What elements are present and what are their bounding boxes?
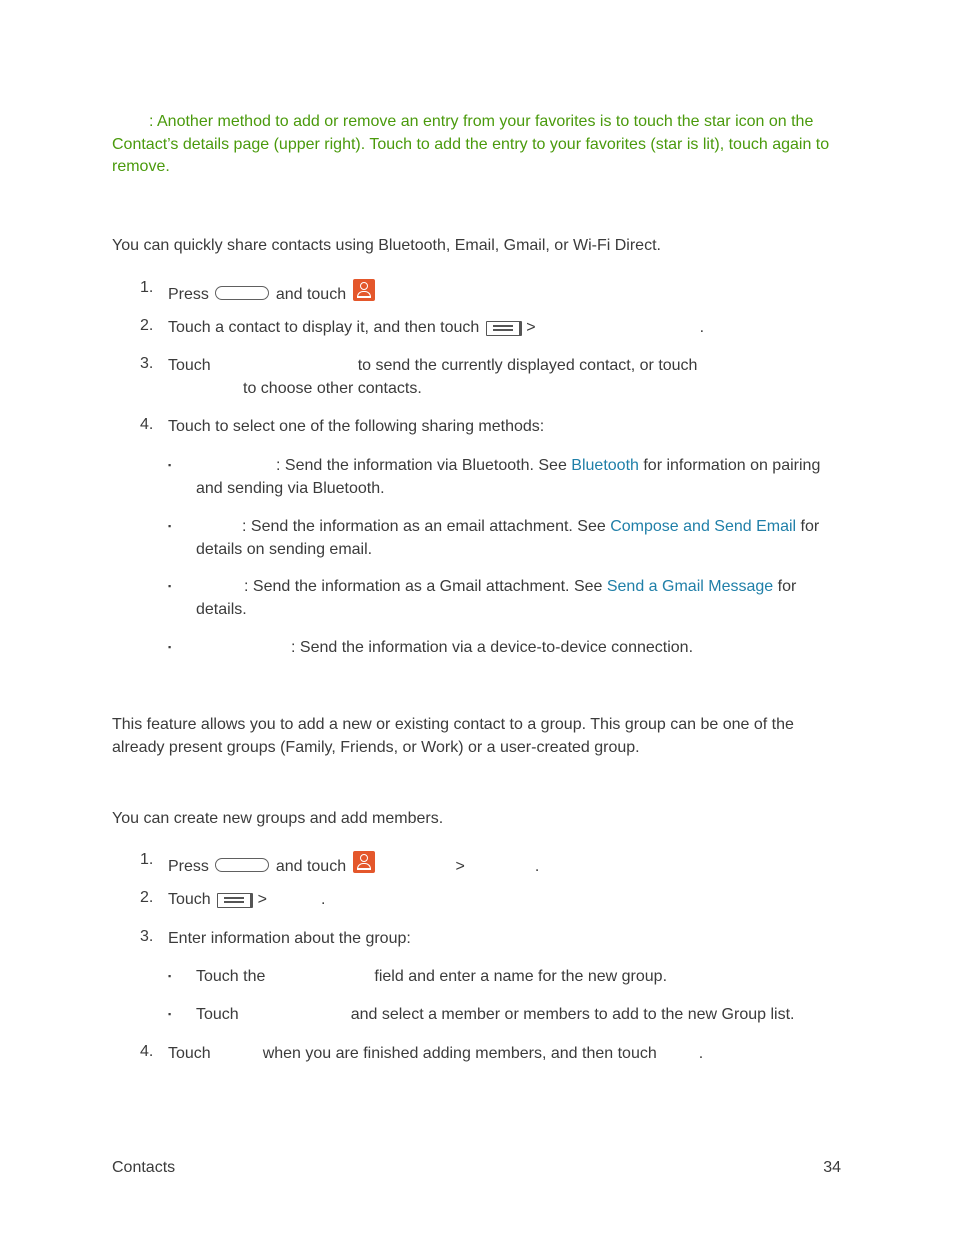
- menu-key-icon: [486, 321, 520, 335]
- contacts-app-icon: [353, 851, 375, 873]
- share-step-3: Touch to send the currently displayed contact, or touch to choose other contacts.: [168, 357, 698, 397]
- compose-send-email-link[interactable]: Compose and Send Email: [610, 518, 797, 535]
- group-step-3-number: 3.: [140, 928, 154, 945]
- share-intro: You can quickly share contacts using Bluetooth, Email, Gmail, or Wi-Fi Direct.: [112, 237, 661, 254]
- footer-section: Contacts: [112, 1159, 176, 1176]
- share-step-2-number: 2.: [140, 317, 154, 334]
- groups-intro: This feature allows you to add a new or existing contact to a group. This group can be one of the already present groups (Family, Friends, or Work) or a user-created group.: [112, 716, 794, 756]
- group-step-1: Press and touch > .: [168, 851, 539, 879]
- bullet: ▪: [168, 581, 172, 591]
- bullet: ▪: [168, 642, 172, 652]
- send-gmail-message-link[interactable]: Send a Gmail Message: [606, 578, 774, 595]
- group-step-4-number: 4.: [140, 1043, 154, 1060]
- page-number: 34: [823, 1159, 841, 1176]
- bullet: ▪: [168, 971, 172, 981]
- share-step-4: Touch to select one of the following sharing methods:: [168, 418, 545, 435]
- group-step-4: Touch when you are finished adding members, and then touch .: [168, 1045, 704, 1062]
- share-step-3-number: 3.: [140, 355, 154, 372]
- group-name-instruction: Touch the field and enter a name for the new group.: [196, 968, 668, 985]
- contacts-app-icon: [353, 279, 375, 301]
- add-member-instruction: Touch and select a member or members to add to the new Group list.: [196, 1006, 795, 1023]
- share-method-bluetooth: : Send the information via Bluetooth. See Bluetooth for information on pairing and sending via Bluetooth.: [196, 457, 821, 497]
- bullet: ▪: [168, 460, 172, 470]
- group-step-3: Enter information about the group:: [168, 930, 411, 947]
- create-group-intro: You can create new groups and add members.: [112, 810, 444, 827]
- tip-text: : Another method to add or remove an entry from your favorites is to touch the star icon on the Contact’s details page (upper right). Touch to add the entry to your favorites (star is lit), touch again to remove.: [112, 113, 830, 175]
- share-method-wifi-direct: : Send the information via a device-to-device connection.: [291, 639, 694, 656]
- share-step-1-number: 1.: [140, 279, 154, 296]
- share-step-4-number: 4.: [140, 416, 154, 433]
- bluetooth-link[interactable]: Bluetooth: [571, 457, 639, 474]
- bullet: ▪: [168, 1009, 172, 1019]
- share-step-1: Press and touch: [168, 279, 375, 307]
- share-method-email: : Send the information as an email attachment. See Compose and Send Email for details on sending email.: [196, 518, 820, 558]
- group-step-2: Touch > .: [168, 891, 326, 908]
- menu-key-icon: [217, 893, 251, 907]
- bullet: ▪: [168, 521, 172, 531]
- tip-note: [112, 111, 847, 179]
- share-method-gmail: : Send the information as a Gmail attachment. See Send a Gmail Message for details.: [196, 578, 797, 618]
- home-key-icon: [215, 858, 269, 872]
- group-step-1-number: 1.: [140, 851, 154, 868]
- share-step-2: Touch a contact to display it, and then touch > .: [168, 319, 705, 336]
- home-key-icon: [215, 286, 269, 300]
- group-step-2-number: 2.: [140, 889, 154, 906]
